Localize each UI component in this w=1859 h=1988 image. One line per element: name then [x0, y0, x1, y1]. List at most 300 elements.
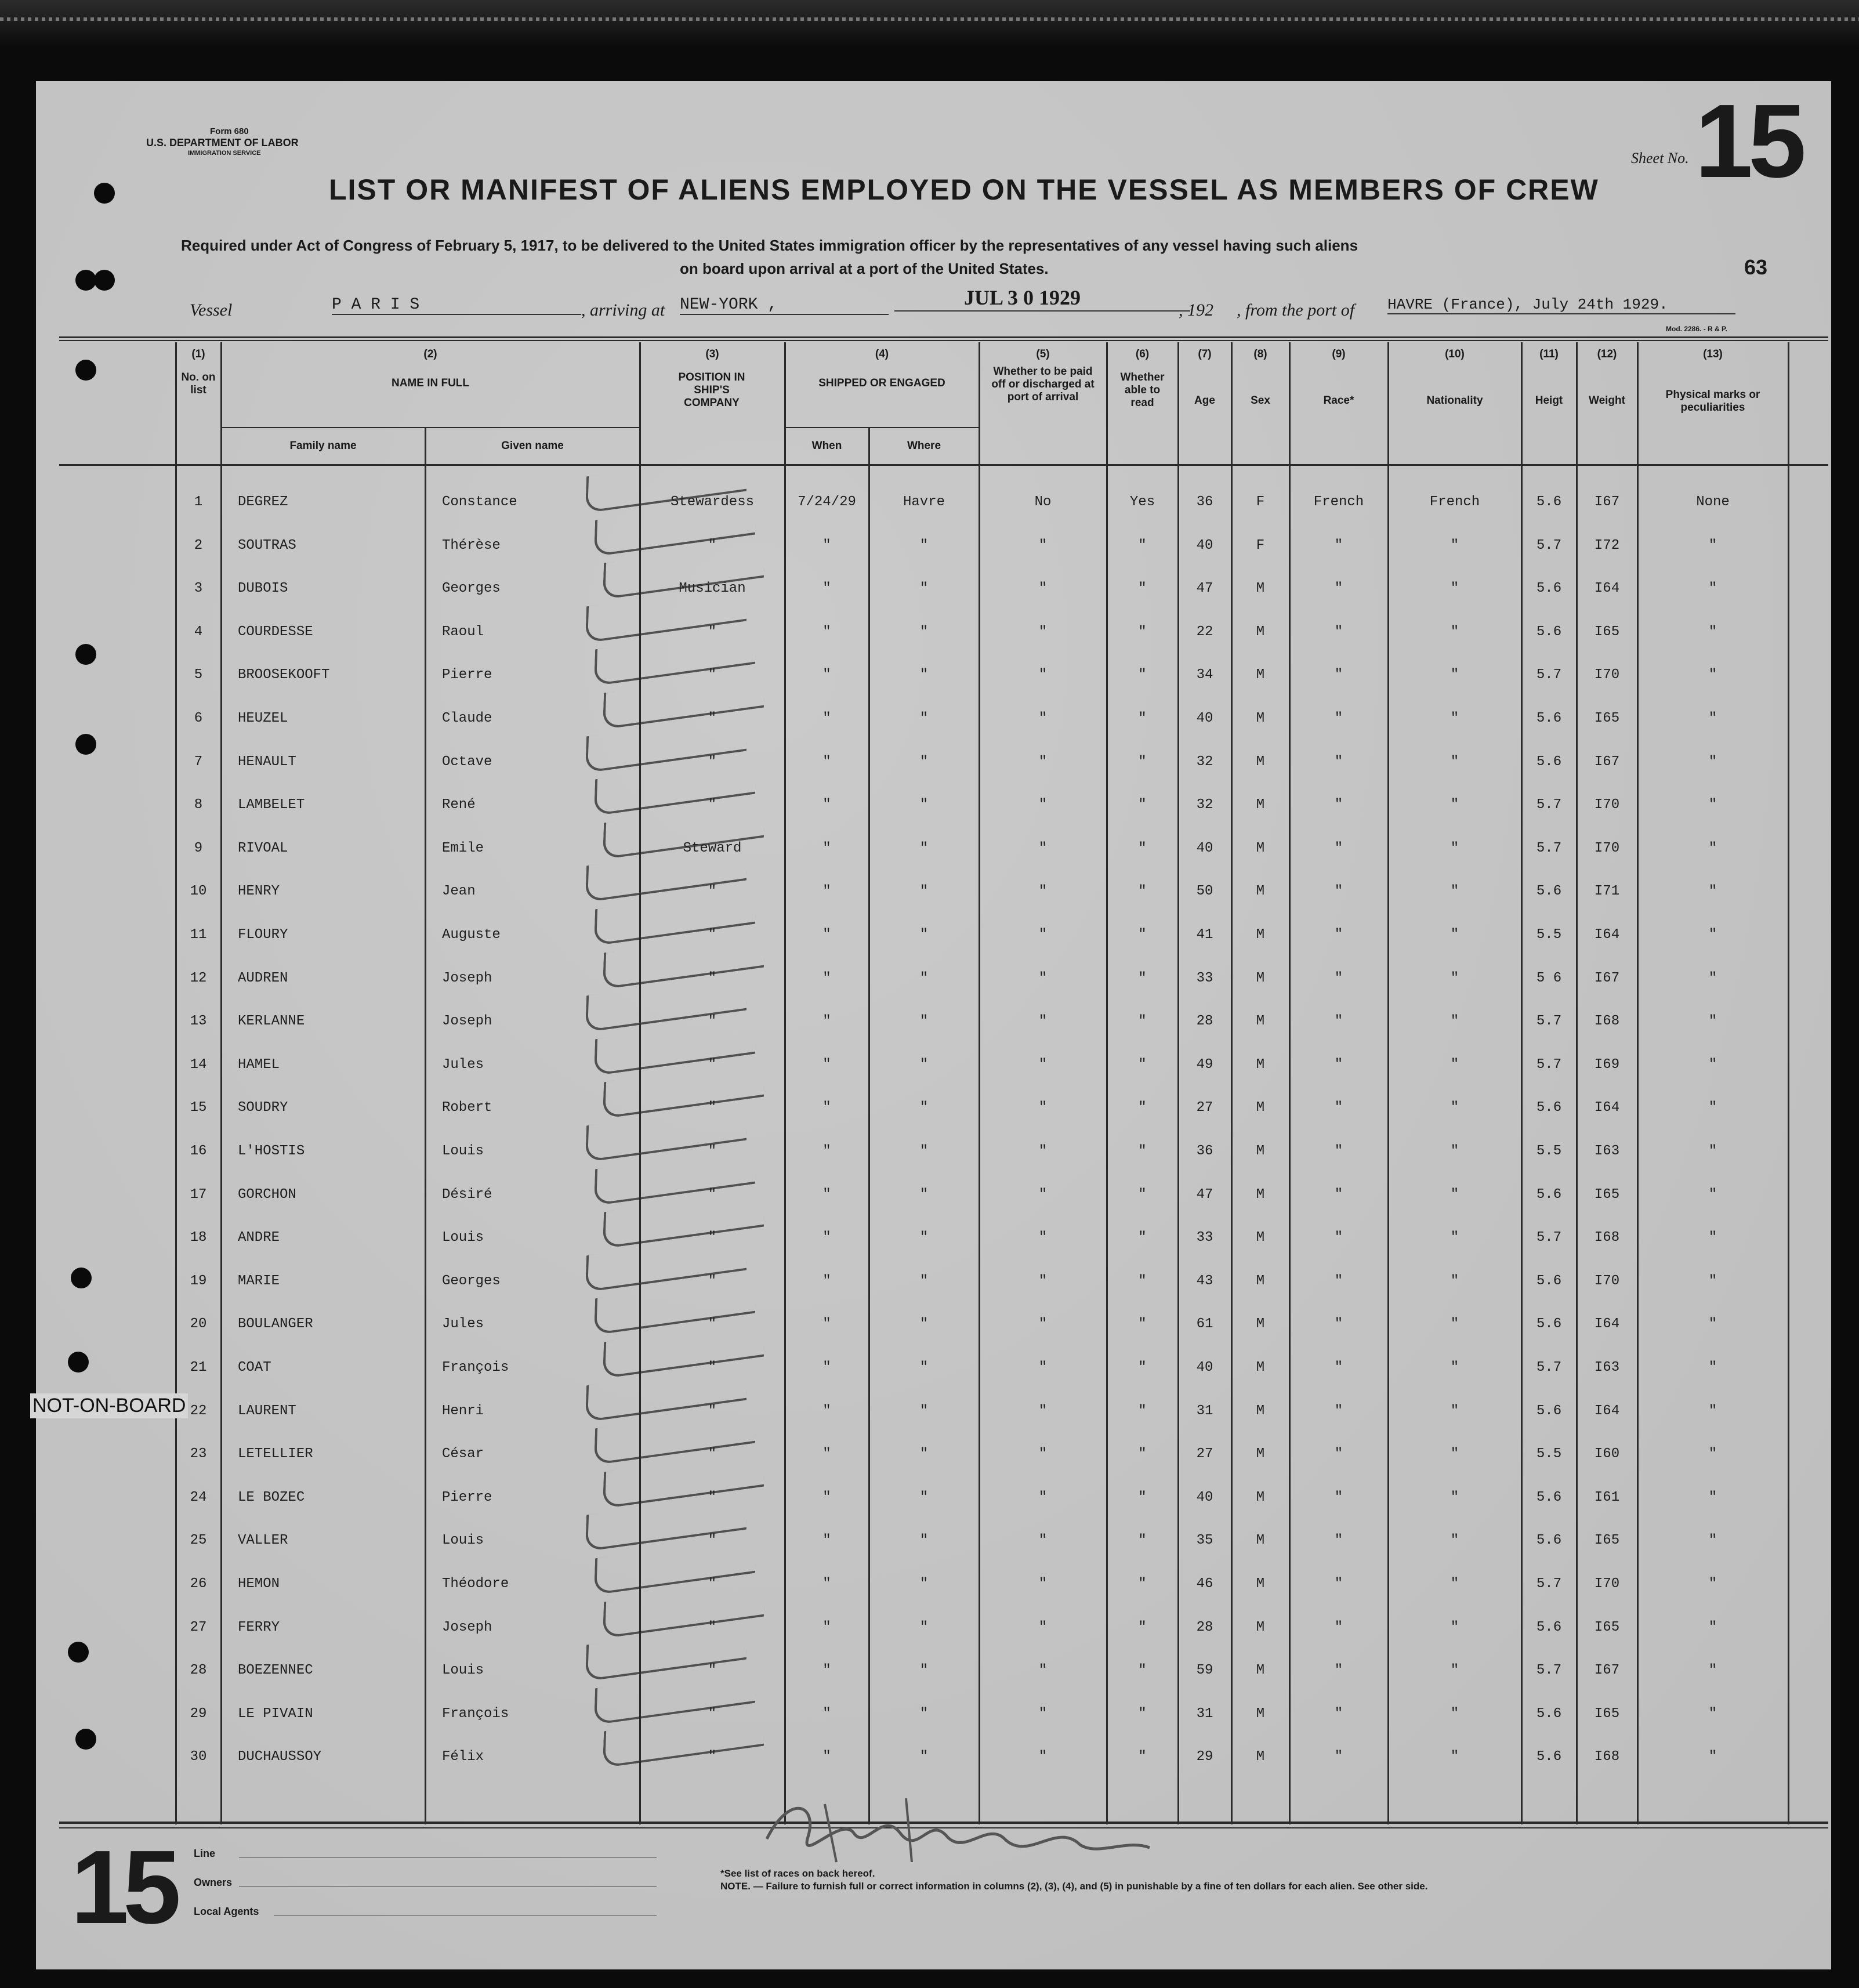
cell-where: ": [919, 1100, 929, 1116]
cell-marks: ": [1708, 1749, 1717, 1765]
cell-position: ": [708, 1100, 717, 1116]
cell-paid: ": [1038, 1533, 1048, 1548]
cell-position: ": [708, 1706, 717, 1722]
cell-sex: M: [1256, 1490, 1265, 1505]
cell-when: ": [822, 1230, 831, 1245]
cell-where: ": [919, 1446, 929, 1462]
col-divider: [1576, 342, 1578, 1824]
cell-no: 24: [190, 1490, 207, 1505]
cell-position: ": [708, 1446, 717, 1462]
cell-weight: I68: [1594, 1749, 1620, 1765]
cell-no: 6: [194, 711, 203, 726]
cell-where: ": [919, 1143, 929, 1159]
cell-where: ": [919, 1663, 929, 1678]
cell-nat: ": [1450, 1316, 1459, 1332]
cell-height: 5.7: [1536, 538, 1562, 553]
signature-icon: [755, 1781, 1173, 1868]
punch-hole-icon: [75, 644, 96, 665]
sheet-label: Sheet No.: [1631, 150, 1689, 166]
cell-where: ": [919, 1187, 929, 1203]
cell-age: 59: [1196, 1663, 1213, 1678]
col-divider: [979, 342, 980, 1824]
punch-hole-icon: [71, 1268, 92, 1288]
subtitle-line-1: Required under Act of Congress of February 5, 1917, to be delivered to the United States immigration officer by the representatives of any vessel having such aliens: [181, 237, 1358, 254]
cell-no: 8: [194, 797, 203, 813]
cell-when: ": [822, 1143, 831, 1159]
cell-height: 5.6: [1536, 1100, 1562, 1116]
col2b-header: Given name: [501, 440, 564, 452]
cell-position: ": [708, 754, 717, 770]
cell-age: 29: [1196, 1749, 1213, 1765]
cell-height: 5.6: [1536, 754, 1562, 770]
cell-where: ": [919, 1273, 929, 1289]
line-field[interactable]: [239, 1857, 657, 1858]
cell-paid: ": [1038, 1100, 1048, 1116]
cell-given: Pierre: [442, 1490, 492, 1505]
cell-sex: M: [1256, 883, 1265, 899]
cell-marks: ": [1708, 1620, 1717, 1635]
cell-race: ": [1334, 538, 1343, 553]
cell-paid: ": [1038, 1230, 1048, 1245]
cell-paid: ": [1038, 883, 1048, 899]
cell-height: 5.6: [1536, 624, 1562, 640]
cell-weight: I64: [1594, 1100, 1620, 1116]
cell-family: BOULANGER: [238, 1316, 313, 1332]
cell-age: 33: [1196, 1230, 1213, 1245]
cell-race: ": [1334, 1749, 1343, 1765]
cell-given: Jean: [442, 883, 476, 899]
cell-read: ": [1138, 754, 1147, 770]
cell-weight: I63: [1594, 1143, 1620, 1159]
cell-age: 35: [1196, 1533, 1213, 1548]
cell-weight: I68: [1594, 1013, 1620, 1029]
cell-age: 22: [1196, 624, 1213, 640]
cell-weight: I64: [1594, 1316, 1620, 1332]
cell-nat: ": [1450, 1403, 1459, 1419]
cell-height: 5.7: [1536, 1360, 1562, 1375]
col-divider: [175, 342, 177, 1824]
microfilm-top-band: [0, 0, 1859, 49]
cell-family: LETELLIER: [238, 1446, 313, 1462]
cell-sex: M: [1256, 711, 1265, 726]
cell-where: ": [919, 1057, 929, 1073]
cell-sex: M: [1256, 1013, 1265, 1029]
cell-weight: I68: [1594, 1230, 1620, 1245]
cell-marks: ": [1708, 667, 1717, 683]
cell-height: 5.5: [1536, 1143, 1562, 1159]
cell-height: 5.7: [1536, 1230, 1562, 1245]
cell-where: ": [919, 971, 929, 986]
cell-sex: F: [1256, 494, 1265, 510]
cell-family: AUDREN: [238, 971, 288, 986]
cell-no: 22: [190, 1403, 207, 1419]
local-agents-label: Local Agents: [194, 1906, 259, 1917]
cell-no: 27: [190, 1620, 207, 1635]
cell-nat: ": [1450, 1143, 1459, 1159]
cell-height: 5.6: [1536, 711, 1562, 726]
cell-paid: ": [1038, 1360, 1048, 1375]
col-divider: [220, 342, 222, 1824]
cell-sex: M: [1256, 1576, 1265, 1592]
cell-paid: ": [1038, 1663, 1048, 1678]
cell-given: Joseph: [442, 1620, 492, 1635]
cell-age: 40: [1196, 841, 1213, 856]
cell-height: 5.5: [1536, 927, 1562, 943]
cell-read: ": [1138, 883, 1147, 899]
cell-weight: I70: [1594, 797, 1620, 813]
cell-sex: M: [1256, 1316, 1265, 1332]
cell-weight: I63: [1594, 1360, 1620, 1375]
cell-weight: I67: [1594, 754, 1620, 770]
cell-where: ": [919, 1749, 929, 1765]
cell-marks: ": [1708, 1100, 1717, 1116]
cell-height: 5.7: [1536, 1013, 1562, 1029]
col13-number: (13): [1703, 348, 1723, 360]
cell-race: ": [1334, 1230, 1343, 1245]
cell-family: HAMEL: [238, 1057, 280, 1073]
cell-when: ": [822, 971, 831, 986]
cell-marks: ": [1708, 624, 1717, 640]
cell-given: François: [442, 1706, 509, 1722]
cell-nat: ": [1450, 1663, 1459, 1678]
col11-number: (11): [1539, 348, 1559, 360]
cell-where: ": [919, 841, 929, 856]
cell-given: Georges: [442, 1273, 501, 1289]
cell-weight: I60: [1594, 1446, 1620, 1462]
cell-marks: ": [1708, 1663, 1717, 1678]
cell-when: ": [822, 1013, 831, 1029]
cell-no: 18: [190, 1230, 207, 1245]
cell-nat: ": [1450, 927, 1459, 943]
punch-hole-icon: [68, 1352, 89, 1373]
manifest-sheet: [32, 81, 1831, 1969]
cell-race: ": [1334, 1706, 1343, 1722]
cell-race: ": [1334, 1273, 1343, 1289]
cell-sex: M: [1256, 1057, 1265, 1073]
cell-age: 31: [1196, 1706, 1213, 1722]
cell-given: Emile: [442, 841, 484, 856]
col11-header: Heigt: [1535, 394, 1563, 407]
cell-position: ": [708, 624, 717, 640]
table-top-rule: [59, 340, 1828, 341]
cell-nat: ": [1450, 1749, 1459, 1765]
cell-where: Havre: [903, 494, 945, 510]
cell-read: ": [1138, 581, 1147, 596]
cell-age: 40: [1196, 711, 1213, 726]
cell-given: César: [442, 1446, 484, 1462]
not-on-board-stamp: NOT-ON-BOARD: [30, 1393, 188, 1418]
cell-given: Henri: [442, 1403, 484, 1419]
cell-when: ": [822, 711, 831, 726]
cell-race: ": [1334, 1057, 1343, 1073]
cell-nat: ": [1450, 711, 1459, 726]
cell-weight: I67: [1594, 494, 1620, 510]
cell-read: ": [1138, 1533, 1147, 1548]
cell-when: ": [822, 1316, 831, 1332]
cell-marks: ": [1708, 1013, 1717, 1029]
page-title: LIST OR MANIFEST OF ALIENS EMPLOYED ON THE VESSEL AS MEMBERS OF CREW: [329, 173, 1599, 206]
cell-height: 5.6: [1536, 1706, 1562, 1722]
cell-age: 34: [1196, 667, 1213, 683]
cell-given: Robert: [442, 1100, 492, 1116]
cell-when: ": [822, 667, 831, 683]
cell-paid: ": [1038, 971, 1048, 986]
cell-race: ": [1334, 581, 1343, 596]
cell-no: 5: [194, 667, 203, 683]
form-number: Form 680: [210, 126, 249, 136]
cell-given: Louis: [442, 1230, 484, 1245]
cell-paid: ": [1038, 1403, 1048, 1419]
cell-when: ": [822, 1533, 831, 1548]
cell-sex: M: [1256, 1403, 1265, 1419]
cell-given: Jules: [442, 1057, 484, 1073]
cell-given: Thérèse: [442, 538, 501, 553]
cell-height: 5.5: [1536, 1446, 1562, 1462]
cell-where: ": [919, 797, 929, 813]
col2-number: (2): [423, 348, 437, 360]
cell-position: ": [708, 1187, 717, 1203]
cell-weight: I69: [1594, 1057, 1620, 1073]
cell-sex: M: [1256, 1620, 1265, 1635]
cell-when: 7/24/29: [798, 494, 856, 510]
cell-read: ": [1138, 1316, 1147, 1332]
cell-height: 5.6: [1536, 494, 1562, 510]
cell-nat: ": [1450, 1100, 1459, 1116]
punch-hole-icon: [75, 1729, 96, 1750]
cell-race: ": [1334, 1446, 1343, 1462]
cell-when: ": [822, 927, 831, 943]
cell-weight: I65: [1594, 624, 1620, 640]
cell-where: ": [919, 883, 929, 899]
cell-age: 27: [1196, 1446, 1213, 1462]
cell-marks: ": [1708, 797, 1717, 813]
cell-sex: F: [1256, 538, 1265, 553]
cell-no: 3: [194, 581, 203, 596]
cell-read: ": [1138, 1706, 1147, 1722]
cell-height: 5.7: [1536, 1057, 1562, 1073]
cell-where: ": [919, 1490, 929, 1505]
cell-marks: ": [1708, 1706, 1717, 1722]
cell-no: 16: [190, 1143, 207, 1159]
cell-height: 5.6: [1536, 1273, 1562, 1289]
cell-marks: ": [1708, 538, 1717, 553]
cell-read: ": [1138, 538, 1147, 553]
cell-height: 5.6: [1536, 1316, 1562, 1332]
cell-weight: I65: [1594, 1533, 1620, 1548]
cell-paid: ": [1038, 1143, 1048, 1159]
cell-nat: ": [1450, 754, 1459, 770]
cell-given: Louis: [442, 1663, 484, 1678]
cell-family: RIVOAL: [238, 841, 288, 856]
cell-race: ": [1334, 1013, 1343, 1029]
cell-weight: I67: [1594, 971, 1620, 986]
cell-given: François: [442, 1360, 509, 1375]
cell-weight: I64: [1594, 581, 1620, 596]
cell-weight: I61: [1594, 1490, 1620, 1505]
cell-family: ANDRE: [238, 1230, 280, 1245]
col2-header: NAME IN FULL: [391, 377, 470, 389]
cell-where: ": [919, 1620, 929, 1635]
cell-no: 10: [190, 883, 207, 899]
cell-when: ": [822, 1663, 831, 1678]
cell-nat: ": [1450, 883, 1459, 899]
year-label: , 192: [1179, 300, 1213, 320]
cell-where: ": [919, 538, 929, 553]
cell-given: Louis: [442, 1143, 484, 1159]
cell-family: BOEZENNEC: [238, 1663, 313, 1678]
cell-paid: ": [1038, 1490, 1048, 1505]
cell-sex: M: [1256, 1187, 1265, 1203]
cell-race: ": [1334, 1576, 1343, 1592]
cell-given: René: [442, 797, 476, 813]
name-subheader-rule: [222, 427, 639, 428]
cell-when: ": [822, 1360, 831, 1375]
cell-when: ": [822, 1576, 831, 1592]
cell-weight: I64: [1594, 1403, 1620, 1419]
cell-no: 25: [190, 1533, 207, 1548]
cell-where: ": [919, 711, 929, 726]
cell-family: VALLER: [238, 1533, 288, 1548]
cell-nat: ": [1450, 1533, 1459, 1548]
cell-marks: ": [1708, 1143, 1717, 1159]
cell-given: Louis: [442, 1533, 484, 1548]
cell-no: 17: [190, 1187, 207, 1203]
cell-paid: ": [1038, 667, 1048, 683]
cell-when: ": [822, 1187, 831, 1203]
cell-where: ": [919, 927, 929, 943]
cell-read: ": [1138, 1100, 1147, 1116]
cell-family: DEGREZ: [238, 494, 288, 510]
cell-no: 21: [190, 1360, 207, 1375]
cell-marks: ": [1708, 1490, 1717, 1505]
cell-weight: I70: [1594, 1273, 1620, 1289]
cell-sex: M: [1256, 1143, 1265, 1159]
cell-age: 43: [1196, 1273, 1213, 1289]
cell-marks: ": [1708, 883, 1717, 899]
cell-height: 5.6: [1536, 1620, 1562, 1635]
cell-marks: ": [1708, 841, 1717, 856]
cell-read: ": [1138, 1446, 1147, 1462]
penalty-note: NOTE. — Failure to furnish full or correct information in columns (2), (3), (4), and (5) in punishable by a fine of ten dollars for each alien. See other side.: [720, 1881, 1428, 1892]
cell-weight: I72: [1594, 538, 1620, 553]
shipped-subheader-rule: [784, 427, 979, 428]
cell-marks: ": [1708, 581, 1717, 596]
punch-hole-icon: [94, 270, 115, 291]
cell-age: 40: [1196, 1490, 1213, 1505]
cell-height: 5.6: [1536, 1187, 1562, 1203]
cell-race: ": [1334, 624, 1343, 640]
cell-height: 5.6: [1536, 883, 1562, 899]
cell-nat: ": [1450, 1706, 1459, 1722]
cell-position: ": [708, 1749, 717, 1765]
cell-nat: ": [1450, 971, 1459, 986]
vessel-label: Vessel: [190, 300, 233, 320]
local-agents-field[interactable]: [274, 1915, 657, 1916]
date-underline: [894, 310, 1190, 312]
col-divider: [1177, 342, 1179, 1824]
cell-read: ": [1138, 711, 1147, 726]
cell-position: ": [708, 1403, 717, 1419]
cell-nat: ": [1450, 538, 1459, 553]
cell-where: ": [919, 1533, 929, 1548]
cell-age: 41: [1196, 927, 1213, 943]
cell-no: 20: [190, 1316, 207, 1332]
cell-read: ": [1138, 1749, 1147, 1765]
cell-family: SOUDRY: [238, 1100, 288, 1116]
cell-paid: ": [1038, 797, 1048, 813]
col-divider: [1106, 342, 1108, 1824]
cell-sex: M: [1256, 1273, 1265, 1289]
cell-marks: ": [1708, 1273, 1717, 1289]
col4a-header: When: [811, 440, 842, 452]
cell-given: Constance: [442, 494, 517, 510]
cell-position: ": [708, 1057, 717, 1073]
col4-number: (4): [875, 348, 889, 360]
cell-age: 28: [1196, 1620, 1213, 1635]
col13-header: Physical marks or peculiarities: [1665, 389, 1760, 414]
punch-hole-icon: [68, 1642, 89, 1663]
cell-where: ": [919, 1230, 929, 1245]
cell-position: ": [708, 797, 717, 813]
cell-paid: ": [1038, 624, 1048, 640]
footer-sheet-number: 15: [71, 1829, 176, 1946]
cell-family: LAMBELET: [238, 797, 305, 813]
cell-age: 46: [1196, 1576, 1213, 1592]
cell-when: ": [822, 1490, 831, 1505]
punch-hole-icon: [75, 360, 96, 381]
cell-no: 23: [190, 1446, 207, 1462]
cell-height: 5.6: [1536, 1749, 1562, 1765]
cell-family: FLOURY: [238, 927, 288, 943]
cell-paid: ": [1038, 1706, 1048, 1722]
cell-family: COAT: [238, 1360, 271, 1375]
cell-marks: ": [1708, 1187, 1717, 1203]
cell-paid: ": [1038, 1057, 1048, 1073]
cell-position: ": [708, 1143, 717, 1159]
cell-where: ": [919, 667, 929, 683]
cell-family: LAURENT: [238, 1403, 296, 1419]
cell-marks: ": [1708, 1316, 1717, 1332]
page-number: 63: [1744, 255, 1768, 279]
owners-field[interactable]: [239, 1886, 657, 1887]
col7-number: (7): [1198, 348, 1212, 360]
cell-race: ": [1334, 1403, 1343, 1419]
cell-when: ": [822, 1100, 831, 1116]
cell-paid: ": [1038, 581, 1048, 596]
cell-when: ": [822, 754, 831, 770]
cell-read: ": [1138, 624, 1147, 640]
cell-read: ": [1138, 1576, 1147, 1592]
cell-position: ": [708, 538, 717, 553]
cell-family: SOUTRAS: [238, 538, 296, 553]
cell-paid: ": [1038, 1187, 1048, 1203]
cell-sex: M: [1256, 841, 1265, 856]
cell-where: ": [919, 581, 929, 596]
cell-position: ": [708, 1013, 717, 1029]
cell-height: 5.6: [1536, 1403, 1562, 1419]
cell-paid: ": [1038, 1446, 1048, 1462]
cell-paid: ": [1038, 1013, 1048, 1029]
cell-family: KERLANNE: [238, 1013, 305, 1029]
cell-family: L'HOSTIS: [238, 1143, 305, 1159]
col6-number: (6): [1135, 348, 1150, 360]
cell-family: DUBOIS: [238, 581, 288, 596]
cell-marks: ": [1708, 1403, 1717, 1419]
cell-position: ": [708, 1620, 717, 1635]
cell-paid: ": [1038, 711, 1048, 726]
cell-position: ": [708, 1273, 717, 1289]
department-name: U.S. DEPARTMENT OF LABOR: [146, 137, 299, 149]
